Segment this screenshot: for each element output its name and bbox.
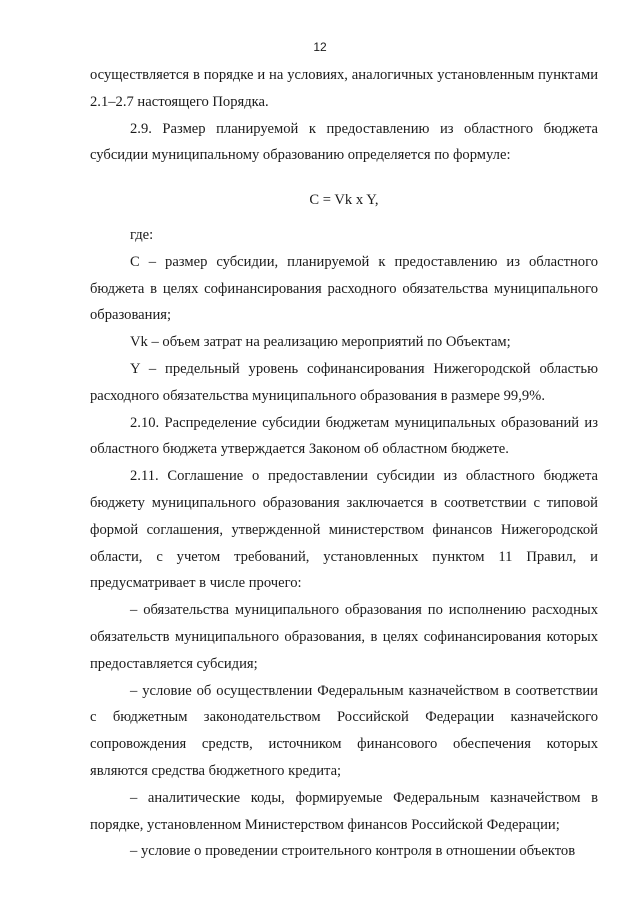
definition-c: C – размер субсидии, планируемой к предоставлению из областного бюджета в целях софинансирования расходного обязательства муниципального образования; — [90, 253, 598, 324]
list-item-construction-control: – условие о проведении строительного контроля в отношении объектов — [130, 843, 576, 860]
list-item-treasury-support: – условие об осуществлении Федеральным казначейством в соответствии с бюджетным законодательством Российской Федерации казначейского сопровождения средств, источником финансового обеспечения которых являются средства бюджетного кредита; — [90, 682, 598, 779]
formula-where-label: где: — [130, 226, 154, 243]
definition-y: Y – предельный уровень софинансирования Нижегородской областью расходного обязательства муниципального образования в размере 99,9%. — [90, 360, 598, 404]
definition-vk: Vk – объем затрат на реализацию мероприятий по Объектам; — [130, 334, 511, 351]
document-body — [90, 62, 598, 865]
page-number: 12 — [313, 40, 327, 54]
paragraph-continuation: осуществляется в порядке и на условиях, аналогичных установленным пунктами 2.1–2.7 настоящего Порядка. — [90, 67, 598, 110]
list-item-analytic-codes: – аналитические коды, формируемые Федеральным казначейством в порядке, установленном Министерством финансов Российской Федерации; — [90, 789, 598, 833]
paragraph-2-10: 2.10. Распределение субсидии бюджетам муниципальных образований из областного бюджета утверждается Законом об областном бюджете. — [90, 414, 598, 458]
formula: C = Vk x Y, — [309, 192, 379, 209]
paragraph-2-9: 2.9. Размер планируемой к предоставлению из областного бюджета субсидии муниципальному образованию определяется по формуле: — [90, 120, 598, 164]
paragraph-2-11: 2.11. Соглашение о предоставлении субсидии из областного бюджета бюджету муниципального образования заключается в соответствии с типовой формой соглашения, утвержденной министерством финансов Нижегородской области, с учетом требований, установленных пунктом 11 Правил, и предусматривает в числе прочего: — [90, 468, 598, 592]
list-item-obligations: – обязательства муниципального образования по исполнению расходных обязательств муниципального образования, в целях софинансирования которых предоставляется субсидия; — [90, 602, 598, 672]
